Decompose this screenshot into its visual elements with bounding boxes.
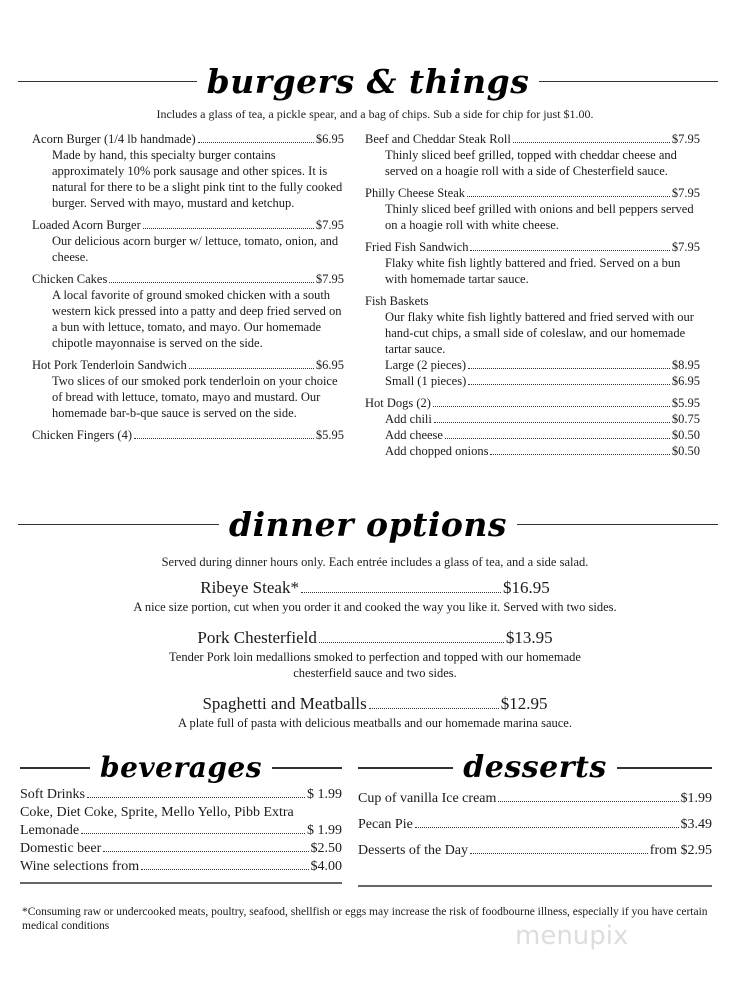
dot-leader — [319, 642, 504, 643]
menu-item-row — [32, 427, 344, 443]
item-name: Add chili — [385, 412, 432, 426]
item-description: Tender Pork loin medallions smoked to perfection and topped with our homemade chesterfield sauce and two sides. — [169, 650, 581, 680]
menu-item — [32, 271, 344, 351]
item-price: $8.95 — [671, 358, 700, 372]
dot-leader — [415, 827, 679, 828]
menu-item-row — [20, 858, 342, 876]
item-description: A plate full of pasta with delicious meatballs and our homemade marina sauce. — [178, 716, 572, 730]
menu-item-hot-dogs — [365, 395, 700, 459]
dinner-item — [0, 627, 750, 681]
item-name: Acorn Burger (1/4 lb handmade) — [32, 132, 196, 146]
dot-leader — [513, 142, 670, 143]
divider — [617, 767, 712, 769]
dot-leader — [103, 851, 308, 852]
disclaimer: *Consuming raw or undercooked meats, poultry, seafood, shellfish or eggs may increase the risk of foodbourne illness, especially if you have certain medical conditions — [22, 906, 708, 932]
item-name: Domestic beer — [20, 841, 102, 856]
item-description: Flaky white fish lightly battered and fried. Served on a bun with homemade tartar sauce. — [385, 256, 681, 286]
item-name: Lemonade — [20, 823, 80, 838]
item-price: $7.95 — [671, 186, 700, 200]
dot-leader — [470, 853, 648, 854]
dot-leader — [134, 438, 314, 439]
dot-leader — [87, 797, 305, 798]
section-title: beverages — [99, 751, 263, 784]
menu-item-row — [365, 443, 700, 459]
item-name: Pecan Pie — [358, 817, 413, 832]
menu-item — [32, 357, 344, 421]
menu-item-row — [32, 217, 344, 233]
item-description: A nice size portion, cut when you order it and cooked the way you like it. Served with two sides. — [133, 600, 617, 614]
item-name: Ribeye Steak* — [200, 578, 299, 597]
divider — [539, 81, 718, 83]
dot-leader — [433, 406, 670, 407]
item-name: Beef and Cheddar Steak Roll — [365, 132, 511, 146]
burgers-note: Includes a glass of tea, a pickle spear, and a bag of chips. Sub a side for chip for just $1.00. — [156, 107, 594, 121]
item-name: Fried Fish Sandwich — [365, 240, 469, 254]
item-price: $6.95 — [315, 132, 344, 146]
divider — [20, 882, 342, 884]
item-price: $4.00 — [310, 859, 342, 874]
dot-leader — [468, 368, 670, 369]
dinner-note: Served during dinner hours only. Each entrée includes a glass of tea, and a side salad. — [161, 555, 589, 569]
item-price: $3.49 — [680, 817, 712, 832]
watermark: menupix — [515, 921, 629, 951]
divider — [358, 885, 712, 887]
burgers-left-column — [32, 131, 344, 449]
dot-leader — [189, 368, 314, 369]
dot-leader — [498, 801, 678, 802]
menu-item-row — [365, 185, 700, 201]
item-description: Our delicious acorn burger w/ lettuce, tomato, onion, and cheese. — [52, 234, 339, 264]
menu-item-row — [365, 373, 700, 389]
item-description: Thinly sliced beef grilled with onions and bell peppers served on a hoagie roll with white cheese. — [385, 202, 694, 232]
menu-item-row — [365, 131, 700, 147]
item-name: Cup of vanilla Ice cream — [358, 791, 497, 806]
desserts-header — [358, 750, 712, 786]
menu-item-row — [365, 411, 700, 427]
beverages-header — [20, 750, 342, 786]
divider — [358, 767, 453, 769]
menu-item — [358, 838, 712, 864]
item-name: Loaded Acorn Burger — [32, 218, 141, 232]
item-price: $13.95 — [505, 628, 553, 647]
item-price: $5.95 — [671, 396, 700, 410]
item-price: $ 1.99 — [307, 823, 342, 838]
menu-item-row — [358, 786, 712, 812]
item-price: $0.50 — [671, 428, 700, 442]
item-name: Fish Baskets — [365, 294, 429, 308]
menu-item — [20, 822, 342, 840]
item-price: $7.95 — [315, 272, 344, 286]
dinner-list — [0, 577, 750, 743]
item-description: Thinly sliced beef grilled, topped with cheddar cheese and served on a hoagie roll with a side of Chesterfield sauce. — [385, 148, 677, 178]
divider — [18, 81, 197, 83]
item-name: Wine selections from — [20, 859, 140, 874]
item-price: $7.95 — [315, 218, 344, 232]
divider — [20, 767, 90, 769]
burgers-right-column — [365, 131, 700, 465]
dinner-item — [0, 693, 750, 731]
divider — [272, 767, 342, 769]
item-name: Soft Drinks — [20, 787, 85, 802]
menu-item-row — [20, 840, 342, 858]
menu-item — [32, 427, 344, 443]
menu-item-row — [365, 427, 700, 443]
item-price: $7.95 — [671, 240, 700, 254]
item-name: Add cheese — [385, 428, 443, 442]
dot-leader — [301, 592, 501, 593]
menu-item-row — [32, 357, 344, 373]
item-price: $6.95 — [315, 358, 344, 372]
menu-item-row — [0, 627, 750, 649]
dot-leader — [445, 438, 670, 439]
item-name: Desserts of the Day — [358, 843, 469, 858]
item-name: Hot Dogs (2) — [365, 396, 431, 410]
desserts-box — [358, 750, 712, 864]
menu-item-row — [365, 395, 700, 411]
item-name: Philly Cheese Steak — [365, 186, 465, 200]
menu-item — [20, 786, 342, 804]
item-name: Spaghetti and Meatballs — [202, 694, 367, 713]
menu-item — [32, 217, 344, 265]
burgers-header — [18, 62, 718, 101]
item-name: Pork Chesterfield — [197, 628, 317, 647]
menu-item-fish-baskets — [365, 293, 700, 389]
menu-item-row — [358, 838, 712, 864]
item-price: $16.95 — [502, 578, 550, 597]
dot-leader — [369, 708, 499, 709]
menu-item-row — [365, 293, 700, 309]
item-description: Two slices of our smoked pork tenderloin on your choice of bread with lettuce, tomato, mayo and mustard. Our homemade bar-b-que sauce is served on the side. — [52, 374, 338, 420]
section-title: dinner options — [229, 505, 507, 544]
menu-item-row — [20, 822, 342, 840]
item-name: Add chopped onions — [385, 444, 489, 458]
dinner-header — [18, 505, 718, 544]
divider — [18, 524, 219, 526]
divider — [517, 524, 718, 526]
menu-item-row — [0, 577, 750, 599]
item-description: Our flaky white fish lightly battered and fried served with our hand-cut chips, a small side of coleslaw, and our homemade tartar sauce. — [385, 310, 694, 356]
dot-leader — [143, 228, 314, 229]
menu-item — [358, 786, 712, 812]
dot-leader — [468, 384, 670, 385]
dot-leader — [81, 833, 305, 834]
item-name: Chicken Cakes — [32, 272, 108, 286]
item-name: Large (2 pieces) — [385, 358, 466, 372]
item-price: $ 1.99 — [307, 787, 342, 802]
menu-item — [365, 131, 700, 179]
menu-item — [358, 812, 712, 838]
item-name: Coke, Diet Coke, Sprite, Mello Yello, Pibb Extra — [20, 805, 294, 820]
menu-item — [365, 185, 700, 233]
menu-item — [20, 858, 342, 876]
menu-item-row — [32, 131, 344, 147]
item-price: $2.50 — [310, 841, 342, 856]
menu-item-row — [20, 786, 342, 804]
menu-item-row — [365, 239, 700, 255]
beverages-box — [20, 750, 342, 884]
item-name: Chicken Fingers (4) — [32, 428, 132, 442]
item-price: $6.95 — [671, 374, 700, 388]
dot-leader — [470, 250, 669, 251]
item-price: $1.99 — [680, 791, 712, 806]
item-price: $7.95 — [671, 132, 700, 146]
menu-item — [365, 239, 700, 287]
menu-item-row — [20, 804, 342, 822]
item-description: A local favorite of ground smoked chicken with a south western kick pressed into a patty and deep fried served on a bun with lettuce, tomato, and mayo. Our homemade chipotle mayonnaise is served on the side. — [52, 288, 342, 350]
dot-leader — [434, 422, 670, 423]
dot-leader — [141, 869, 308, 870]
dot-leader — [490, 454, 669, 455]
item-name: Small (1 pieces) — [385, 374, 467, 388]
dinner-item — [0, 577, 750, 615]
item-price: $0.75 — [671, 412, 700, 426]
menu-item-row — [32, 271, 344, 287]
section-title: desserts — [463, 750, 607, 785]
dot-leader — [109, 282, 314, 283]
dot-leader — [198, 142, 314, 143]
item-name: Hot Pork Tenderloin Sandwich — [32, 358, 187, 372]
section-title: burgers & things — [206, 62, 530, 101]
menu-item-row — [358, 812, 712, 838]
menu-item-row — [0, 693, 750, 715]
item-price: $5.95 — [315, 428, 344, 442]
dot-leader — [467, 196, 670, 197]
menu-item — [20, 804, 342, 822]
item-price: from $2.95 — [649, 843, 712, 858]
menu-item — [32, 131, 344, 211]
item-price: $0.50 — [671, 444, 700, 458]
item-price: $12.95 — [500, 694, 548, 713]
menu-item — [20, 840, 342, 858]
menu-item-row — [365, 357, 700, 373]
item-description: Made by hand, this specialty burger contains approximately 10% pork sausage and other spices. It is natural for there to be a slight pink tint to the fully cooked burger. Served with mayo, mustard and ketchup. — [52, 148, 343, 210]
